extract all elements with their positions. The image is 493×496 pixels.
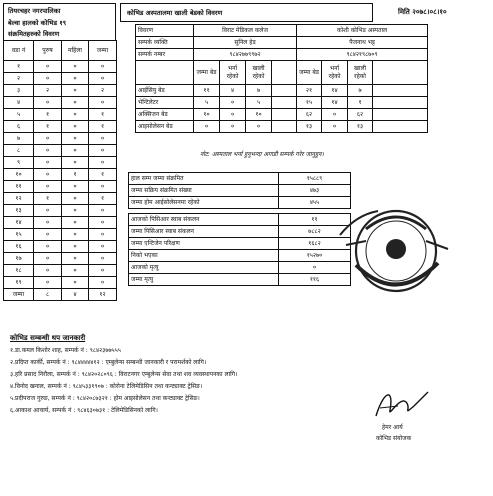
bed-type-label: आईसियु बेड — [136, 85, 194, 97]
stat-label: आजको पिसिआर स्वाब संकलन — [129, 214, 279, 226]
total-count: २ — [89, 85, 117, 97]
contact-line-6: ६.आकाश आचार्य, सम्पर्क नं : ९८४६३०७३१ : टेलिमेडिसिनको लागि। — [10, 407, 158, 414]
ward-number: १७ — [4, 253, 34, 265]
female-count: ० — [62, 253, 89, 265]
hospital1-vacant: ० — [246, 121, 272, 133]
stat-row — [129, 185, 351, 197]
date-label: मिति २०७८।०८।१० — [398, 8, 447, 16]
ward-row — [4, 133, 117, 145]
stat-label: जम्मा होम आईसोलेसनमा रहेको — [129, 197, 279, 209]
ward-number: १८ — [4, 265, 34, 277]
ward-row — [4, 217, 117, 229]
hospital2-vacant: ६२ — [348, 109, 373, 121]
stat-row — [129, 262, 351, 274]
total-beds-header-1: जम्मा बेड — [194, 61, 220, 85]
female-count: ० — [62, 229, 89, 241]
contact-line-2: २.प्रदिप्त कार्की, सम्पर्क नं : ९८४४४४४१२ : एम्बुलेन्स सम्बन्धी जानकारी र परामर्शको लागि। — [10, 359, 207, 366]
male-count: १ — [34, 109, 62, 121]
stat-label: जम्मा मृत्यु — [129, 274, 279, 286]
total-beds-header-2: जम्मा बेड — [297, 61, 322, 85]
total-count: ० — [89, 181, 117, 193]
stat-row — [129, 197, 351, 209]
total-count: ० — [89, 157, 117, 169]
hospital-name-1: विराट मेडिकल कलेज — [194, 25, 297, 37]
stat-label: जम्मा सक्रिय संक्रमित संख्या — [129, 185, 279, 197]
total-count: ० — [89, 253, 117, 265]
hospital1-total: ११ — [194, 85, 220, 97]
contact-person-2: पैजनाथ भट्ट — [297, 37, 428, 49]
contact-line-5: ५.प्रदीपराज गुरुङ, सम्पर्क नं : ९८४२०८७३२१ : होम आइसोलेसन तथा कन्ट्याक्ट ट्रेसिङ। — [10, 395, 200, 402]
total-count: ० — [89, 61, 117, 73]
ward-row — [4, 97, 117, 109]
total-count: १ — [89, 169, 117, 181]
hospital2-vacant: १३ — [348, 121, 373, 133]
left-header-line-2: बेल्वा हालको कोभिड १९ — [8, 19, 67, 27]
female-count: ० — [62, 61, 89, 73]
ward-row — [4, 85, 117, 97]
hospital-table — [135, 24, 428, 133]
total-count: ० — [89, 205, 117, 217]
total-count: ० — [89, 229, 117, 241]
contact-section-title: कोभिड सम्बन्धी थप जानकारी — [10, 334, 86, 342]
hospital1-occupied: ० — [220, 109, 246, 121]
male-count: ० — [34, 229, 62, 241]
male-total: ८ — [34, 289, 62, 301]
stat-label: हाल सम्म जम्मा संक्रमित — [129, 173, 279, 185]
stat-row — [129, 250, 351, 262]
male-count: ० — [34, 181, 62, 193]
female-count: ० — [62, 73, 89, 85]
details-label: विवरण — [136, 25, 194, 37]
spacer-cell — [373, 85, 428, 97]
total-count: ० — [89, 277, 117, 289]
hospital1-occupied: ४ — [220, 85, 246, 97]
grand-total: १२ — [89, 289, 117, 301]
ward-number: ६ — [4, 121, 34, 133]
female-count: ० — [62, 121, 89, 133]
hospital2-total: १३ — [297, 121, 322, 133]
ward-number: १५ — [4, 229, 34, 241]
bed-row — [136, 121, 428, 133]
ward-row — [4, 181, 117, 193]
hospital1-total: ० — [194, 121, 220, 133]
stat-row — [129, 274, 351, 286]
male-col-header: पुरुष — [34, 41, 62, 61]
hospital1-vacant: ७ — [246, 85, 272, 97]
ward-row — [4, 205, 117, 217]
left-header-line-3: संक्रमितहरुको विवरण — [8, 30, 60, 38]
male-count: ० — [34, 217, 62, 229]
male-count: ० — [34, 253, 62, 265]
hospital2-occupied: १४ — [322, 97, 348, 109]
subheader-blank — [136, 61, 194, 85]
hospital-table-body — [136, 85, 428, 133]
ward-number: १४ — [4, 217, 34, 229]
hospital2-total: ६२ — [297, 109, 322, 121]
ward-number: ४ — [4, 97, 34, 109]
female-count: ० — [62, 265, 89, 277]
stat-value: १५८८९ — [279, 173, 351, 185]
male-count: ० — [34, 73, 62, 85]
bed-row — [136, 97, 428, 109]
hospital2-total: २१ — [297, 85, 322, 97]
hospital1-occupied: ० — [220, 97, 246, 109]
ward-number: १६ — [4, 241, 34, 253]
hospital1-vacant: १० — [246, 109, 272, 121]
stat-value: ४५५ — [279, 197, 351, 209]
ward-table-body — [4, 61, 117, 301]
female-count: ० — [62, 97, 89, 109]
bed-type-label: भेन्टिलेटर — [136, 97, 194, 109]
hospital-name-2: कोशी कोभिड अस्पताल — [297, 25, 428, 37]
female-count: ० — [62, 145, 89, 157]
ward-number: ११ — [4, 181, 34, 193]
female-total: ४ — [62, 289, 89, 301]
total-count: १ — [89, 121, 117, 133]
spacer-cell — [272, 109, 297, 121]
contact-number-2: ९८४२१९८७०९ — [297, 49, 428, 61]
female-count: ० — [62, 277, 89, 289]
total-count: ० — [89, 97, 117, 109]
male-count: ० — [34, 157, 62, 169]
total-count: ० — [89, 145, 117, 157]
occupied-header-1: भर्ना रहेको — [220, 61, 246, 85]
total-count: ० — [89, 265, 117, 277]
left-header-line-1: तियरचहर नगरपालिका — [8, 7, 61, 15]
ward-number: १९ — [4, 277, 34, 289]
bed-type-label: अक्सिजन बेड — [136, 109, 194, 121]
contact-person-1: सुनिल हेड — [194, 37, 297, 49]
ward-number: ३ — [4, 85, 34, 97]
ward-number: १ — [4, 61, 34, 73]
stat-value: ११६ — [279, 274, 351, 286]
male-count: ० — [34, 205, 62, 217]
stat-label: आजको मृत्यु — [129, 262, 279, 274]
total-col-header: जम्मा — [89, 41, 117, 61]
signatory-name: हेमर आर्य — [382, 424, 403, 431]
occupied-header-2: भर्ना रहेको — [322, 61, 348, 85]
female-count: ० — [62, 217, 89, 229]
total-count: ० — [89, 73, 117, 85]
female-count: ० — [62, 109, 89, 121]
stat-label: जम्मा एन्टिजेन परिक्षण — [129, 238, 279, 250]
bed-type-label: आइसोलेसन बेड — [136, 121, 194, 133]
contact-person-label: सम्पर्क व्यक्ति — [136, 37, 194, 49]
contact-line-4: ४.विनोद खनाल, सम्पर्क नं : ९८४५३३१९०७ : कोरोना टेलिमेडिसिन तथा कन्ट्याक्ट ट्रेसिङ। — [10, 383, 203, 390]
spacer-cell — [272, 97, 297, 109]
vacant-header-2: खाली रहेको — [348, 61, 373, 85]
hospital2-vacant: १ — [348, 97, 373, 109]
ward-row — [4, 157, 117, 169]
hospital-note: नोट: अस्पताल भर्ना हुनुभन्दा अगाडी सम्पर्क गरेर जानुहुन। — [200, 151, 324, 158]
female-count: १ — [62, 169, 89, 181]
total-count: १ — [89, 193, 117, 205]
spacer-cell — [373, 109, 428, 121]
vacant-header-1: खाली रहेको — [246, 61, 272, 85]
spacer-cell — [373, 121, 428, 133]
stat-value: १५२७० — [279, 250, 351, 262]
ward-col-header: वडा नं — [4, 41, 34, 61]
female-count: ० — [62, 241, 89, 253]
total-count: ० — [89, 133, 117, 145]
ward-row — [4, 241, 117, 253]
ward-number: १० — [4, 169, 34, 181]
ward-row — [4, 145, 117, 157]
female-count: ० — [62, 193, 89, 205]
ward-number: १३ — [4, 205, 34, 217]
ward-row — [4, 169, 117, 181]
stat-row — [129, 226, 351, 238]
ward-row — [4, 253, 117, 265]
stat-row — [129, 238, 351, 250]
female-count: ० — [62, 133, 89, 145]
total-count: ० — [89, 217, 117, 229]
contact-line-1: १.डा.कमल किशोर शाह, सम्पर्क नं : ९८४२३७७५५५ — [10, 347, 121, 354]
hospital2-occupied: ० — [322, 109, 348, 121]
bed-row — [136, 109, 428, 121]
hospital1-total: १० — [194, 109, 220, 121]
top-title: कोभिड अस्पतालमा खाली बेडको विवरण — [127, 9, 223, 17]
female-count: ० — [62, 205, 89, 217]
ward-number: ७ — [4, 133, 34, 145]
male-count: ० — [34, 265, 62, 277]
contact-number-1: ९८४२७७९९७२ — [194, 49, 297, 61]
stat-label: निको भएका — [129, 250, 279, 262]
male-count: ० — [34, 61, 62, 73]
top-title-box — [120, 3, 373, 22]
ward-row — [4, 73, 117, 85]
female-col-header: महिला — [62, 41, 89, 61]
ward-total-label: जम्मा — [4, 289, 34, 301]
male-count: ० — [34, 169, 62, 181]
male-count: १ — [34, 121, 62, 133]
spacer-cell — [373, 61, 428, 85]
hospital1-occupied: ० — [220, 121, 246, 133]
contact-number-label: सम्पर्क नम्बर — [136, 49, 194, 61]
contact-line-3: ३.हरि प्रसाद निरौला, सम्पर्क नं : ९८४२०२८०९६ : विराटनगर एम्बुलेन्स सेवा तथा शव व्यवस्थापनका लागि। — [10, 371, 238, 378]
ward-number: ९ — [4, 157, 34, 169]
hospital1-total: ५ — [194, 97, 220, 109]
ward-number: ५ — [4, 109, 34, 121]
stat-row — [129, 173, 351, 185]
male-count: २ — [34, 85, 62, 97]
male-count: ० — [34, 277, 62, 289]
spacer-cell — [272, 61, 297, 85]
hospital2-occupied: ० — [322, 121, 348, 133]
female-count: ० — [62, 157, 89, 169]
ward-row — [4, 121, 117, 133]
female-count: ० — [62, 85, 89, 97]
male-count: ० — [34, 133, 62, 145]
ward-row — [4, 229, 117, 241]
hospital2-total: १५ — [297, 97, 322, 109]
ward-number: ८ — [4, 145, 34, 157]
ward-row — [4, 193, 117, 205]
total-count: ० — [89, 241, 117, 253]
ward-row — [4, 265, 117, 277]
male-count: ० — [34, 97, 62, 109]
stat-value: १६८२ — [279, 238, 351, 250]
ward-row — [4, 61, 117, 73]
spacer-cell — [272, 85, 297, 97]
signatory-role: कोभिड संयोजक — [376, 435, 412, 442]
female-count: ० — [62, 181, 89, 193]
hospital2-vacant: ७ — [348, 85, 373, 97]
male-count: ० — [34, 145, 62, 157]
left-header-box — [3, 3, 116, 41]
spacer-cell — [373, 97, 428, 109]
male-count: ० — [34, 241, 62, 253]
stat-label: जम्मा पिसिआर स्वाब संकलन — [129, 226, 279, 238]
ward-number: २ — [4, 73, 34, 85]
bed-row — [136, 85, 428, 97]
spacer-cell — [272, 121, 297, 133]
total-count: १ — [89, 109, 117, 121]
stat-row — [129, 214, 351, 226]
male-count: १ — [34, 193, 62, 205]
hospital1-vacant: ५ — [246, 97, 272, 109]
stat-value: ७८८२ — [279, 226, 351, 238]
stamp-seal — [336, 205, 460, 300]
stats-table — [128, 172, 351, 286]
ward-number: १२ — [4, 193, 34, 205]
ward-table — [3, 40, 117, 301]
stat-value: ४७३ — [279, 185, 351, 197]
signature-scribble — [372, 386, 432, 422]
hospital2-occupied: १४ — [322, 85, 348, 97]
stat-value: ११ — [279, 214, 351, 226]
ward-row — [4, 109, 117, 121]
stat-value: ० — [279, 262, 351, 274]
ward-total-row — [4, 289, 117, 301]
ward-row — [4, 277, 117, 289]
